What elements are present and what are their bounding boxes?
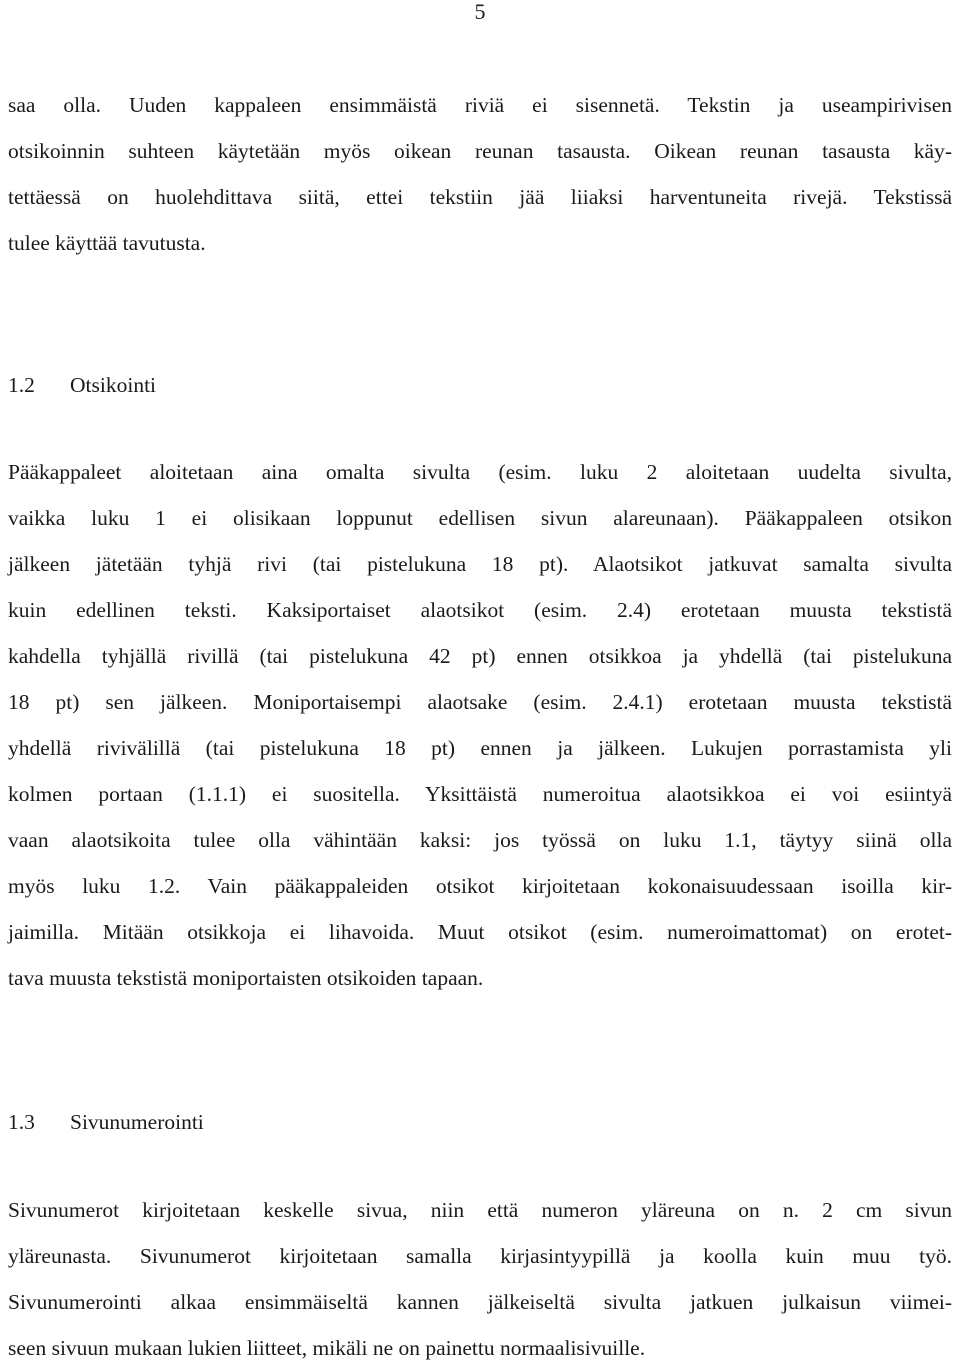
section-title: Otsikointi [70, 373, 157, 397]
paragraph-line: kuin edellinen teksti. Kaksiportaiset alaotsikot (esim. 2.4) erotetaan muusta tekstistä [8, 598, 952, 622]
paragraph-line: otsikoinnin suhteen käytetään myös oikean reunan tasausta. Oikean reunan tasausta käy- [8, 139, 952, 163]
paragraph-line: jälkeen jätetään tyhjä rivi (tai pistelukuna 18 pt). Alaotsikot jatkuvat samalta sivulta [8, 552, 952, 576]
paragraph-line: vaan alaotsikoita tulee olla vähintään kaksi: jos työssä on luku 1.1, täytyy siinä olla [8, 828, 952, 852]
section-number: 1.2 [8, 373, 35, 397]
sivunumerointi-paragraph [8, 1187, 952, 1371]
paragraph-line: kahdella tyhjällä rivillä (tai pistelukuna 42 pt) ennen otsikkoa ja yhdellä (tai pistelukuna [8, 644, 952, 668]
page-number: 5 [474, 0, 486, 24]
paragraph-line: seen sivuun mukaan lukien liitteet, mikäli ne on painettu normaalisivuille. [8, 1336, 646, 1360]
paragraph-line: saa olla. Uuden kappaleen ensimmäistä riviä ei sisennetä. Tekstin ja useampirivisen [8, 93, 952, 117]
paragraph-line: myös luku 1.2. Vain pääkappaleiden otsikot kirjoitetaan kokonaisuudessaan isoilla kir- [8, 874, 952, 898]
paragraph-line: Sivunumerot kirjoitetaan keskelle sivua, niin että numeron yläreuna on n. 2 cm sivun [8, 1198, 952, 1222]
paragraph-line: 18 pt) sen jälkeen. Moniportaisempi alaotsake (esim. 2.4.1) erotetaan muusta tekstistä [8, 690, 952, 714]
paragraph-line: kolmen portaan (1.1.1) ei suositella. Yksittäistä numeroitua alaotsikkoa ei voi esiintyä [8, 782, 952, 806]
paragraph-line: Pääkappaleet aloitetaan aina omalta sivulta (esim. luku 2 aloitetaan uudelta sivulta, [8, 460, 952, 484]
paragraph-line: yhdellä rivivälillä (tai pistelukuna 18 pt) ennen ja jälkeen. Lukujen porrastamista yli [8, 736, 952, 760]
paragraph-line: Sivunumerointi alkaa ensimmäiseltä kannen jälkeiseltä sivulta jatkuen julkaisun viimei- [8, 1290, 952, 1314]
paragraph-line: tettäessä on huolehdittava siitä, ettei tekstiin jää liiaksi harventuneita rivejä. Tekstissä [8, 185, 952, 209]
otsikointi-paragraph [8, 449, 952, 1001]
section-heading-1-2 [8, 370, 156, 400]
section-heading-1-3 [8, 1107, 204, 1137]
section-number: 1.3 [8, 1110, 35, 1134]
paragraph-line: vaikka luku 1 ei olisikaan loppunut edellisen sivun alareunaan). Pääkappaleen otsikon [8, 506, 952, 530]
paragraph-line: tulee käyttää tavutusta. [8, 231, 206, 255]
paragraph-line: yläreunasta. Sivunumerot kirjoitetaan samalla kirjasintyypillä ja koolla kuin muu työ. [8, 1244, 952, 1268]
section-title: Sivunumerointi [70, 1110, 204, 1134]
intro-paragraph [8, 82, 952, 266]
paragraph-line: jaimilla. Mitään otsikkoja ei lihavoida. Muut otsikot (esim. numeroimattomat) on erotet- [8, 920, 952, 944]
paragraph-line: tava muusta tekstistä moniportaisten otsikoiden tapaan. [8, 966, 484, 990]
